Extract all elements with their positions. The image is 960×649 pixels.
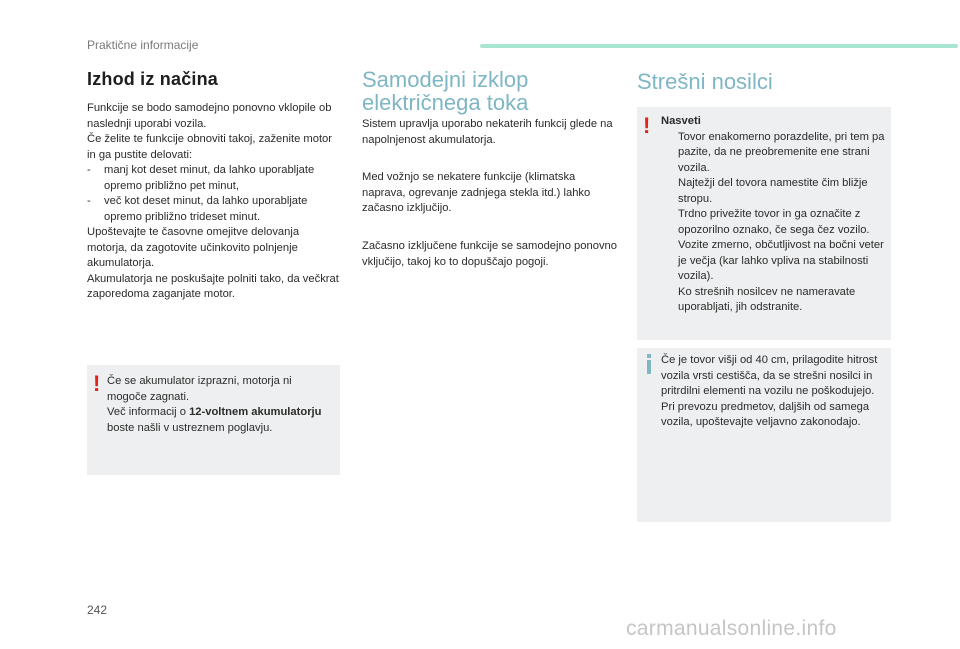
roof-rack-advice-box	[637, 107, 891, 340]
advice-item: Ko strešnih nosilcev ne nameravate uporabljati, jih odstranite.	[678, 285, 856, 313]
exit-mode-body	[87, 101, 339, 303]
info-paragraph-2: Pri prevozu predmetov, daljših od samega vozila, upoštevajte veljavno zakonodajo.	[661, 400, 870, 428]
section-heading-exit-mode: Izhod iz načina	[87, 69, 219, 89]
page-number: 242	[87, 603, 108, 617]
exit-mode-paragraph-2: Če želite te funkcije obnoviti takoj, zaženite motor in ga pustite delovati:	[87, 133, 333, 161]
warning-icon: !	[643, 113, 651, 138]
page-header-title: Praktične informacije	[87, 38, 199, 52]
auto-power-off-paragraph-3: Začasno izključene funkcije se samodejno ponovno vključijo, takoj ko to dopuščajo pogoji.	[362, 240, 617, 268]
advice-item: Najtežji del tovora namestite čim bližje stropu.	[678, 177, 868, 205]
exit-mode-paragraph-4: Akumulatorja ne poskušajte polniti tako, da večkrat zaporedoma zaganjate motor.	[87, 272, 339, 300]
info-paragraph-1: Če je tovor višji od 40 cm, prilagodite hitrost vozila vrsti cestišča, da se strešni nosilci in pritrdilni elementi na vozilu ne poškodujejo.	[661, 354, 878, 397]
section-heading-auto-power-off: Samodejni izklop električnega toka	[362, 67, 529, 115]
battery-warning-box	[87, 365, 340, 475]
roof-rack-info-text	[661, 353, 889, 431]
warning-icon: !	[93, 371, 101, 396]
battery-warning-line-1: Če se akumulator izprazni, motorja ni mogoče zagnati.	[107, 375, 292, 403]
section-heading-roof-rack: Strešni nosilci	[637, 69, 773, 94]
exit-mode-list-item-2: - več kot deset minut, da lahko uporabljate opremo približno trideset minut.	[87, 195, 308, 223]
battery-warning-text	[107, 374, 333, 436]
info-icon	[647, 354, 651, 374]
exit-mode-paragraph-1: Funkcije se bodo samodejno ponovno vklopile ob naslednji uporabi vozila.	[87, 102, 332, 130]
page-header-bar	[480, 44, 958, 48]
roof-rack-info-box	[637, 348, 891, 522]
advice-item: Trdno privežite tovor in ga označite z opozorilno oznako, če sega čez vozilo.	[678, 208, 870, 236]
auto-power-off-paragraph-2: Med vožnjo se nekatere funkcije (klimatska naprava, ogrevanje zadnjega stekla itd.) lahko začasno izključijo.	[362, 171, 591, 214]
advice-title: Nasveti	[661, 115, 701, 127]
advice-item: Vozite zmerno, občutljivost na bočni veter je večja (kar lahko vpliva na stabilnosti vozila).	[678, 239, 884, 282]
roof-rack-advice-text	[661, 114, 887, 316]
exit-mode-list-item-1: - manj kot deset minut, da lahko uporabljate opremo približno pet minut,	[87, 164, 315, 192]
battery-chapter-link-text: 12-voltnem akumulatorju	[189, 406, 322, 418]
advice-item: Tovor enakomerno porazdelite, pri tem pa pazite, da ne preobremenite ene strani vozila.	[678, 130, 885, 174]
battery-warning-line-2: Več informacij o 12-voltnem akumulatorju boste našli v ustreznem poglavju.	[107, 406, 322, 434]
auto-power-off-paragraph-1: Sistem upravlja uporabo nekaterih funkcij glede na napolnjenost akumulatorja.	[362, 118, 613, 146]
watermark: carmanualsonline.info	[626, 617, 837, 640]
exit-mode-paragraph-3: Upoštevajte te časovne omejitve delovanja motorja, da zagotovite učinkovito polnjenje akumulatorja.	[87, 226, 300, 269]
